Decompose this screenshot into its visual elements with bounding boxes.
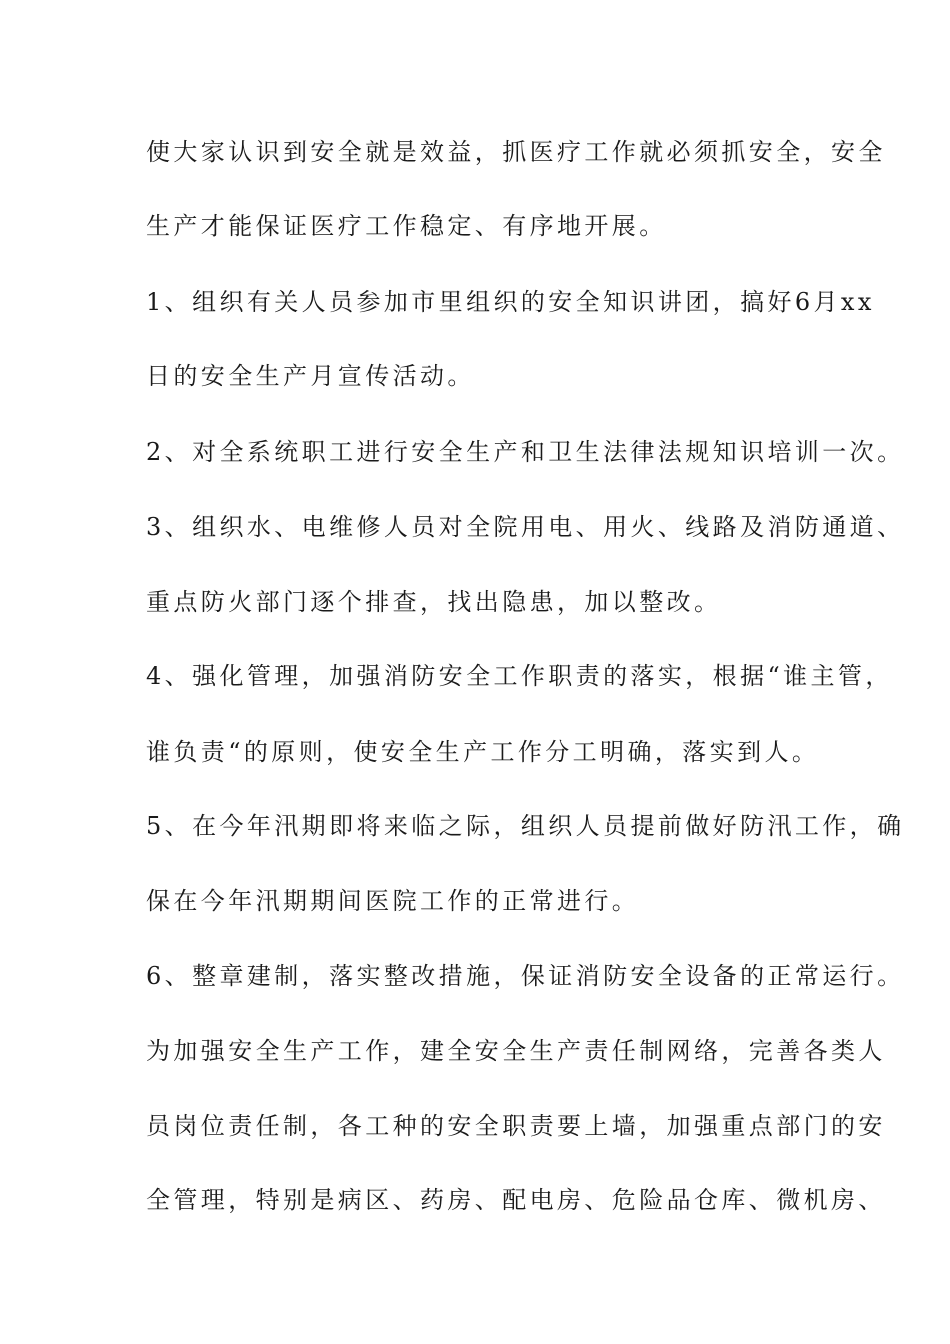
text-line: 全管理，特别是病区、药房、配电房、危险品仓库、微机房、: [146, 1186, 886, 1214]
text-line: 日的安全生产月宣传活动。: [146, 362, 475, 390]
text-line: 谁负责“的原则，使安全生产工作分工明确，落实到人。: [146, 738, 820, 766]
text-line: 员岗位责任制，各工种的安全职责要上墙，加强重点部门的安: [146, 1112, 886, 1140]
text-line: 保在今年汛期期间医院工作的正常进行。: [146, 887, 640, 915]
text-line: 2、对全系统职工进行安全生产和卫生法律法规知识培训一次。: [146, 438, 905, 466]
text-line: 1、组织有关人员参加市里组织的安全知识讲团，搞好6月xx: [146, 288, 875, 316]
text-line: 使大家认识到安全就是效益，抓医疗工作就必须抓安全，安全: [146, 138, 886, 166]
text-line: 3、组织水、电维修人员对全院用电、用火、线路及消防通道、: [146, 513, 905, 541]
text-line: 5、在今年汛期即将来临之际，组织人员提前做好防汛工作，确: [146, 812, 905, 840]
text-line: 6、整章建制，落实整改措施，保证消防安全设备的正常运行。: [146, 962, 905, 990]
text-line: 4、强化管理，加强消防安全工作职责的落实，根据“谁主管，: [146, 662, 893, 690]
text-line: 为加强安全生产工作，建全安全生产责任制网络，完善各类人: [146, 1037, 886, 1065]
text-line: 生产才能保证医疗工作稳定、有序地开展。: [146, 212, 667, 240]
text-line: 重点防火部门逐个排查，找出隐患，加以整改。: [146, 588, 722, 616]
